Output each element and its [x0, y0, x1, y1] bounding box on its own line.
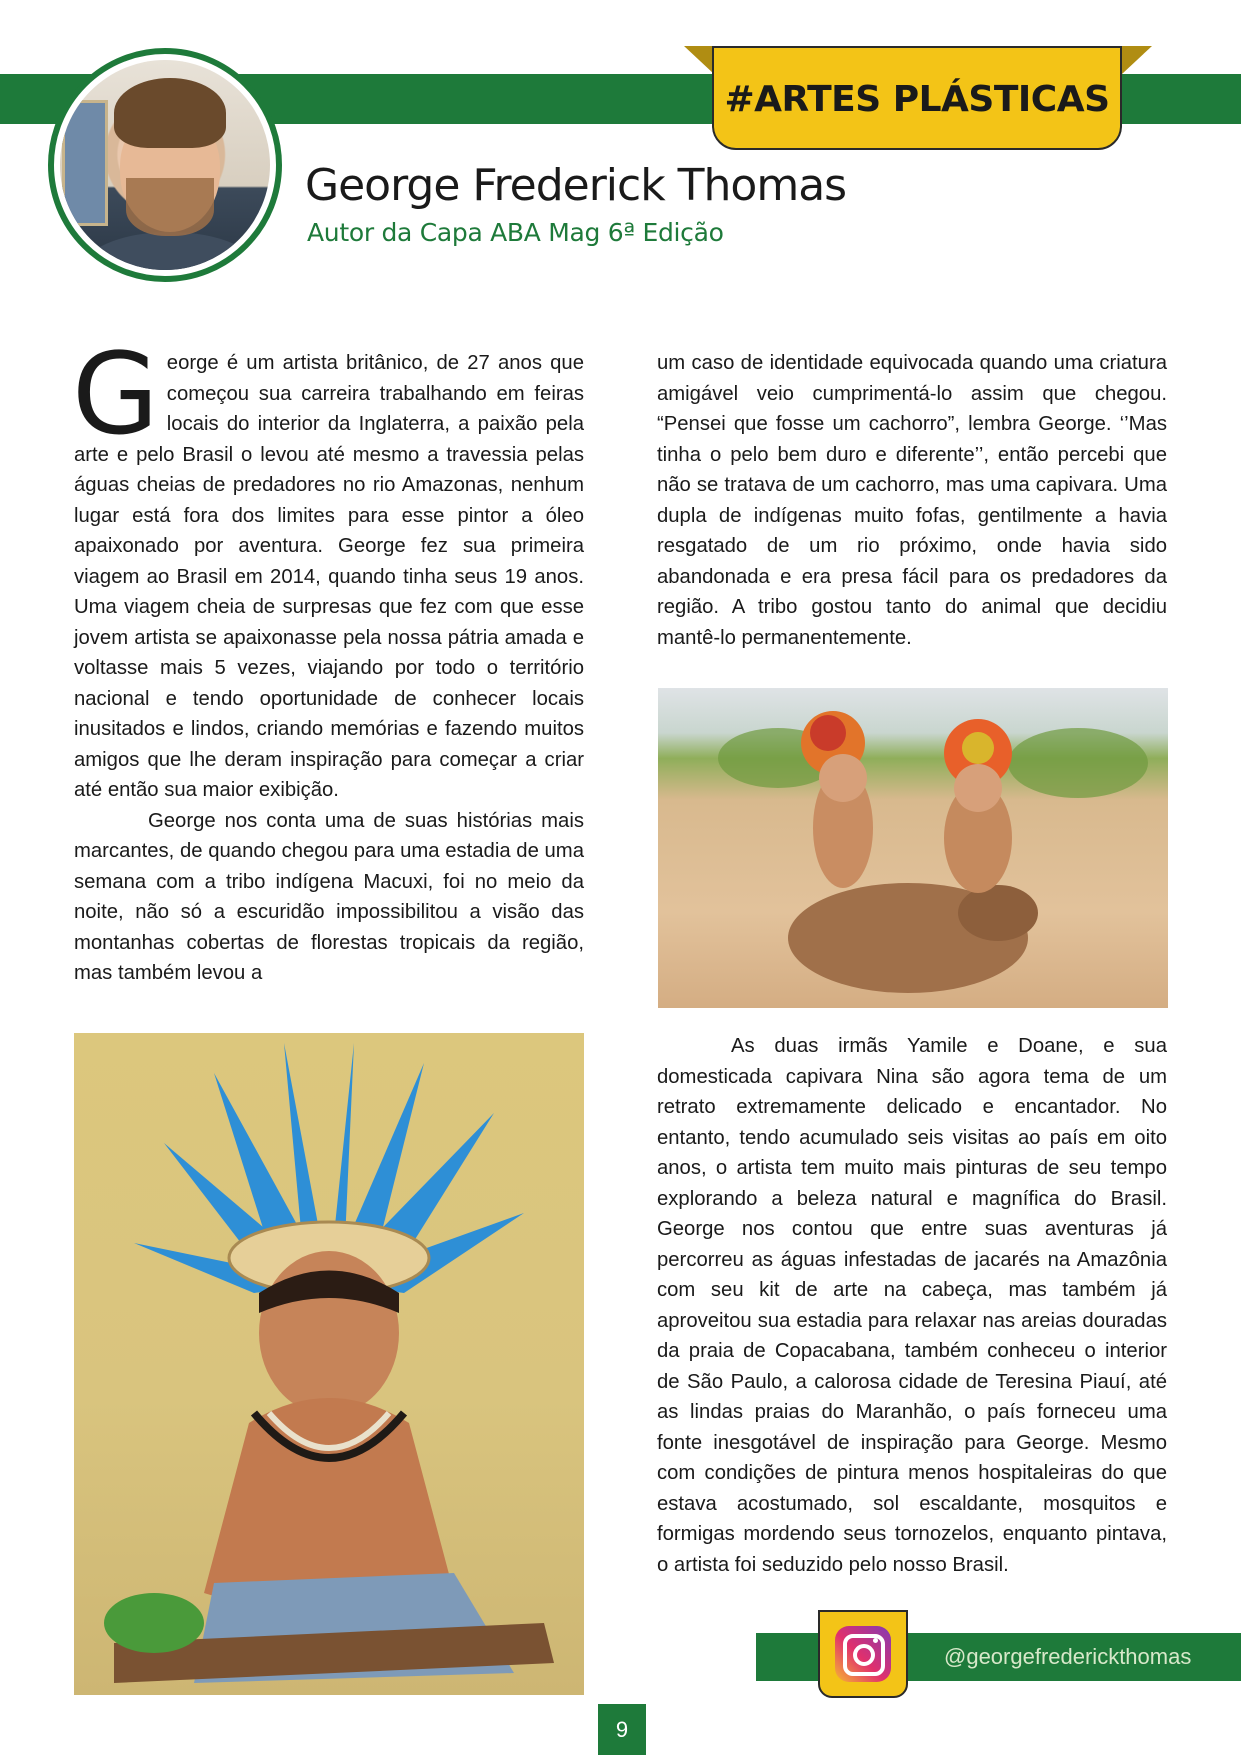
instagram-badge: [818, 1610, 908, 1698]
page-number: 9: [615, 1716, 629, 1742]
author-subtitle: Autor da Capa ABA Mag 6ª Edição: [307, 218, 724, 247]
instagram-icon[interactable]: [835, 1626, 891, 1682]
avatar-photo: [60, 60, 270, 270]
section-tag-label: #ARTES PLÁSTICAS: [724, 79, 1110, 120]
tag-flap-right: [1122, 46, 1152, 74]
drop-cap: G: [72, 330, 159, 460]
article-paragraph-4: As duas irmãs Yamile e Doane, e sua domesticada capivara Nina são agora tema de um retrato extremamente delicado e encantador. No entanto, tendo acumulado seis visitas ao país em oito anos, o artista tem muito mais pinturas de seu tempo explorando a beleza natural e magnífica do Brasil. George nos contou que entre suas aventuras já percorreu as águas infestadas de jacarés na Amazônia com seu kit de arte na cabeça, mas também já aproveitou sua estadia para relaxar nas areias douradas da praia de Copacabana, também conheceu o interior de São Paulo, a calorosa cidade de Teresina Piauí, até as lindas praias do Maranhão, o país forneceu uma fonte inesgotável de inspiração para George. Mesmo com condições de pintura menos hospitaleiras do que estava acostumado, sol escaldante, mosquitos e formigas mordendo seus tornozelos, enquanto pintava, o artista foi seduzido pelo nosso Brasil.: [657, 1035, 1167, 1576]
article-column-2: [657, 348, 1167, 653]
author-avatar: [48, 48, 282, 282]
article-column-3: [657, 1031, 1167, 1580]
painting-girls-with-capybara: [658, 688, 1168, 1008]
avatar-beard: [126, 178, 214, 236]
page-number-box: [598, 1704, 646, 1755]
avatar-hair: [114, 78, 226, 148]
author-name: George Frederick Thomas: [305, 160, 847, 211]
painting-girls-with-capybara-art: [658, 688, 1168, 1008]
painting-boy-with-headdress: [74, 1033, 584, 1695]
section-tag: [712, 46, 1122, 150]
article-paragraph-3: um caso de identidade equivocada quando uma criatura amigável veio cumprimentá-lo assim que chegou. “Pensei que fosse um cachorro”, lembra George. ‘’Mas tinha o pelo bem duro e diferente’’, então percebi que não se tratava de um cachorro, mas uma capivara. Uma dupla de indígenas muito fofas, gentilmente a havia resgatado de um rio próximo, onde havia sido abandonada e era presa fácil para os predadores da região. A tribo gostou tanto do animal que decidiu mantê-lo permanentemente.: [657, 352, 1167, 649]
article-paragraph-2: George nos conta uma de suas histórias mais marcantes, de quando chegou para uma estadia de uma semana com a tribo indígena Macuxi, foi no meio da noite, não só a escuridão impossibilitou a visão das montanhas cobertas de florestas tropicais da região, mas também levou a: [74, 809, 584, 984]
instagram-handle[interactable]: @georgefrederickthomas: [944, 1644, 1192, 1669]
avatar-background-painting: [62, 100, 108, 226]
paragraph-1-text: eorge é um artista britânico, de 27 anos que começou sua carreira trabalhando em feiras locais do interior da Inglaterra, a paixão pela arte e pelo Brasil o levou até mesmo a travessia pelas águas cheias de predadores no rio Amazonas, nenhum lugar está fora dos limites para esse pintor a óleo apaixonado por aventura. George fez sua primeira viagem ao Brasil em 2014, quando tinha seus 19 anos. Uma viagem cheia de surpresas que fez com que esse jovem artista se apaixonasse pela nossa pátria amada e voltasse mais 5 vezes, viajando por todo o território nacional e tendo oportunidade de conhecer locais inusitados e lindos, criando memórias e fazendo muitos amigos que lhe deram inspiração para começar a criar até então sua maior exibição.: [74, 352, 584, 801]
article-column-1: [72, 330, 584, 989]
tag-flap-left: [684, 46, 714, 74]
article-paragraph-1: [72, 330, 584, 806]
avatar-shirt: [80, 232, 260, 270]
painting-boy-with-headdress-art: [74, 1033, 584, 1695]
